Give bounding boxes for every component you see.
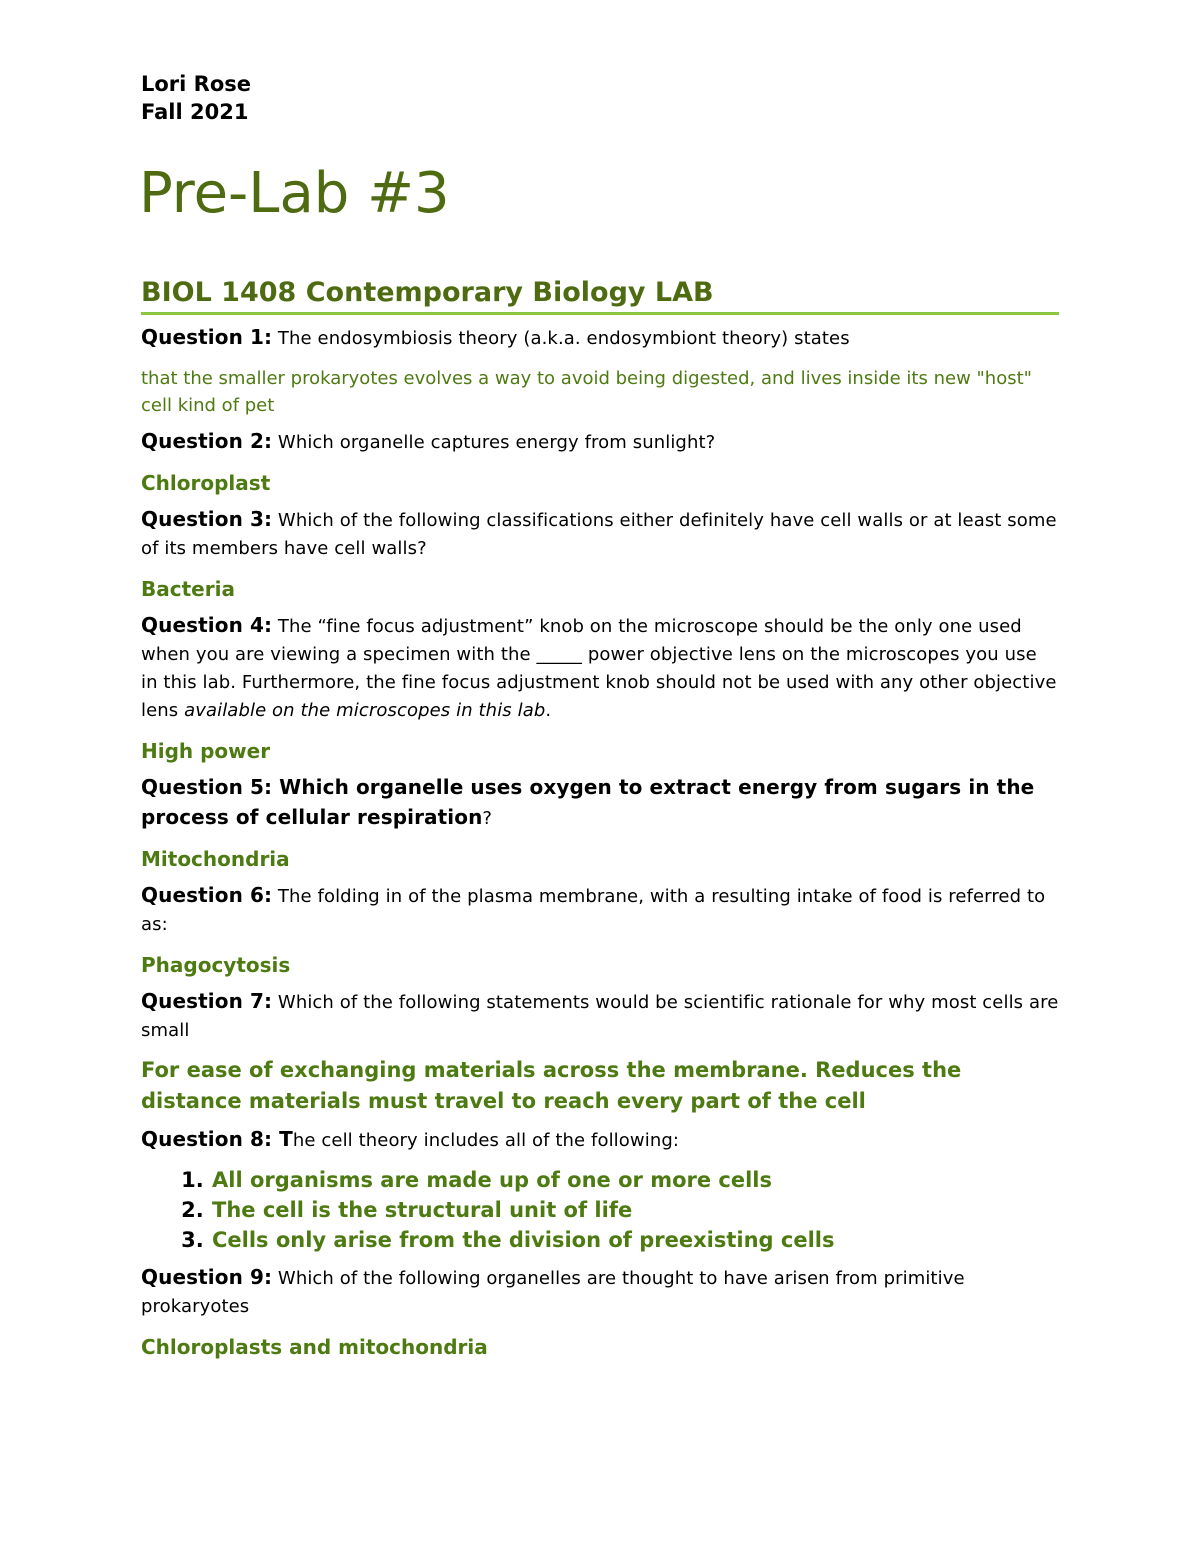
question-4-text-end: . [545,700,552,721]
question-1-text: The endosymbiosis theory (a.k.a. endosymbiont theory) states [272,328,850,349]
question-5-text-end: ? [482,808,493,829]
question-7 [141,987,1059,1045]
question-5-block [141,773,1059,873]
answer-7: For ease of exchanging materials across the membrane. Reduces the distance materials must travel to reach every part of the cell [141,1058,962,1113]
question-9 [141,1263,1059,1321]
list-item [211,1195,1059,1225]
question-4-block [141,611,1059,765]
question-4-text: The “fine focus adjustment” knob on the microscope should be the only one used when you are viewing a specimen with the _____ power objective lens on the microscopes you use in this lab. Furthermore, the fine focus adjustment knob should not be used with any other objective lens [141,616,1057,721]
question-1-label: Question 1: [141,325,273,349]
question-8-label: Question 8: [141,1127,273,1151]
answer-4: High power [141,739,271,763]
question-1-block [141,323,1059,419]
question-6 [141,881,1059,939]
question-1 [141,323,1059,353]
answer-8-list [141,1165,1059,1255]
author-name: Lori Rose [141,72,252,96]
list-item [211,1165,1059,1195]
question-2-label: Question 2: [141,429,273,453]
question-9-label: Question 9: [141,1265,273,1289]
question-3-block [141,505,1059,603]
question-5-text: Which organelle uses oxygen to extract energy from sugars in the process of cellular respiration [141,775,1035,829]
question-6-label: Question 6: [141,883,273,907]
course-heading: BIOL 1408 Contemporary Biology LAB [141,276,1059,315]
answer-8-item-2: The cell is the structural unit of life [212,1198,633,1222]
question-2-text: Which organelle captures energy from sunlight? [272,432,716,453]
answer-8-item-3: Cells only arise from the division of preexisting cells [212,1228,835,1252]
question-7-block [141,987,1059,1117]
question-4-label: Question 4: [141,613,273,637]
question-6-text: The folding in of the plasma membrane, with a resulting intake of food is referred to as: [141,886,1046,935]
question-9-block [141,1263,1059,1361]
list-item [211,1225,1059,1255]
question-8 [141,1125,1059,1155]
question-5 [141,773,1059,833]
question-3-label: Question 3: [141,507,273,531]
question-4 [141,611,1059,725]
question-8-text: he cell theory includes all of the following: [292,1130,680,1151]
answer-1: that the smaller prokaryotes evolves a way to avoid being digested, and lives inside its new "host" cell kind of pet [141,368,1032,416]
term: Fall 2021 [141,100,249,124]
question-5-label: Question 5: [141,775,273,799]
question-7-text: Which of the following statements would be scientific rationale for why most cells are small [141,992,1059,1041]
question-3 [141,505,1059,563]
question-8-label-extra: T [272,1127,293,1151]
answer-2: Chloroplast [141,471,271,495]
question-3-text: Which of the following classifications either definitely have cell walls or at least some of its members have cell walls? [141,510,1057,559]
question-4-italic-text: available on the microscopes in this lab [184,700,546,721]
question-7-label: Question 7: [141,989,273,1013]
question-6-block [141,881,1059,979]
answer-9: Chloroplasts and mitochondria [141,1335,488,1359]
question-8-block [141,1125,1059,1255]
answer-8-item-1: All organisms are made up of one or more cells [212,1168,773,1192]
document-title: Pre-Lab #3 [139,161,450,226]
question-2-block [141,427,1059,497]
answer-5: Mitochondria [141,847,290,871]
answer-3: Bacteria [141,577,235,601]
question-2 [141,427,1059,457]
document-page [141,70,1059,1361]
question-9-text: Which of the following organelles are thought to have arisen from primitive prokaryotes [141,1268,965,1317]
answer-6: Phagocytosis [141,953,291,977]
